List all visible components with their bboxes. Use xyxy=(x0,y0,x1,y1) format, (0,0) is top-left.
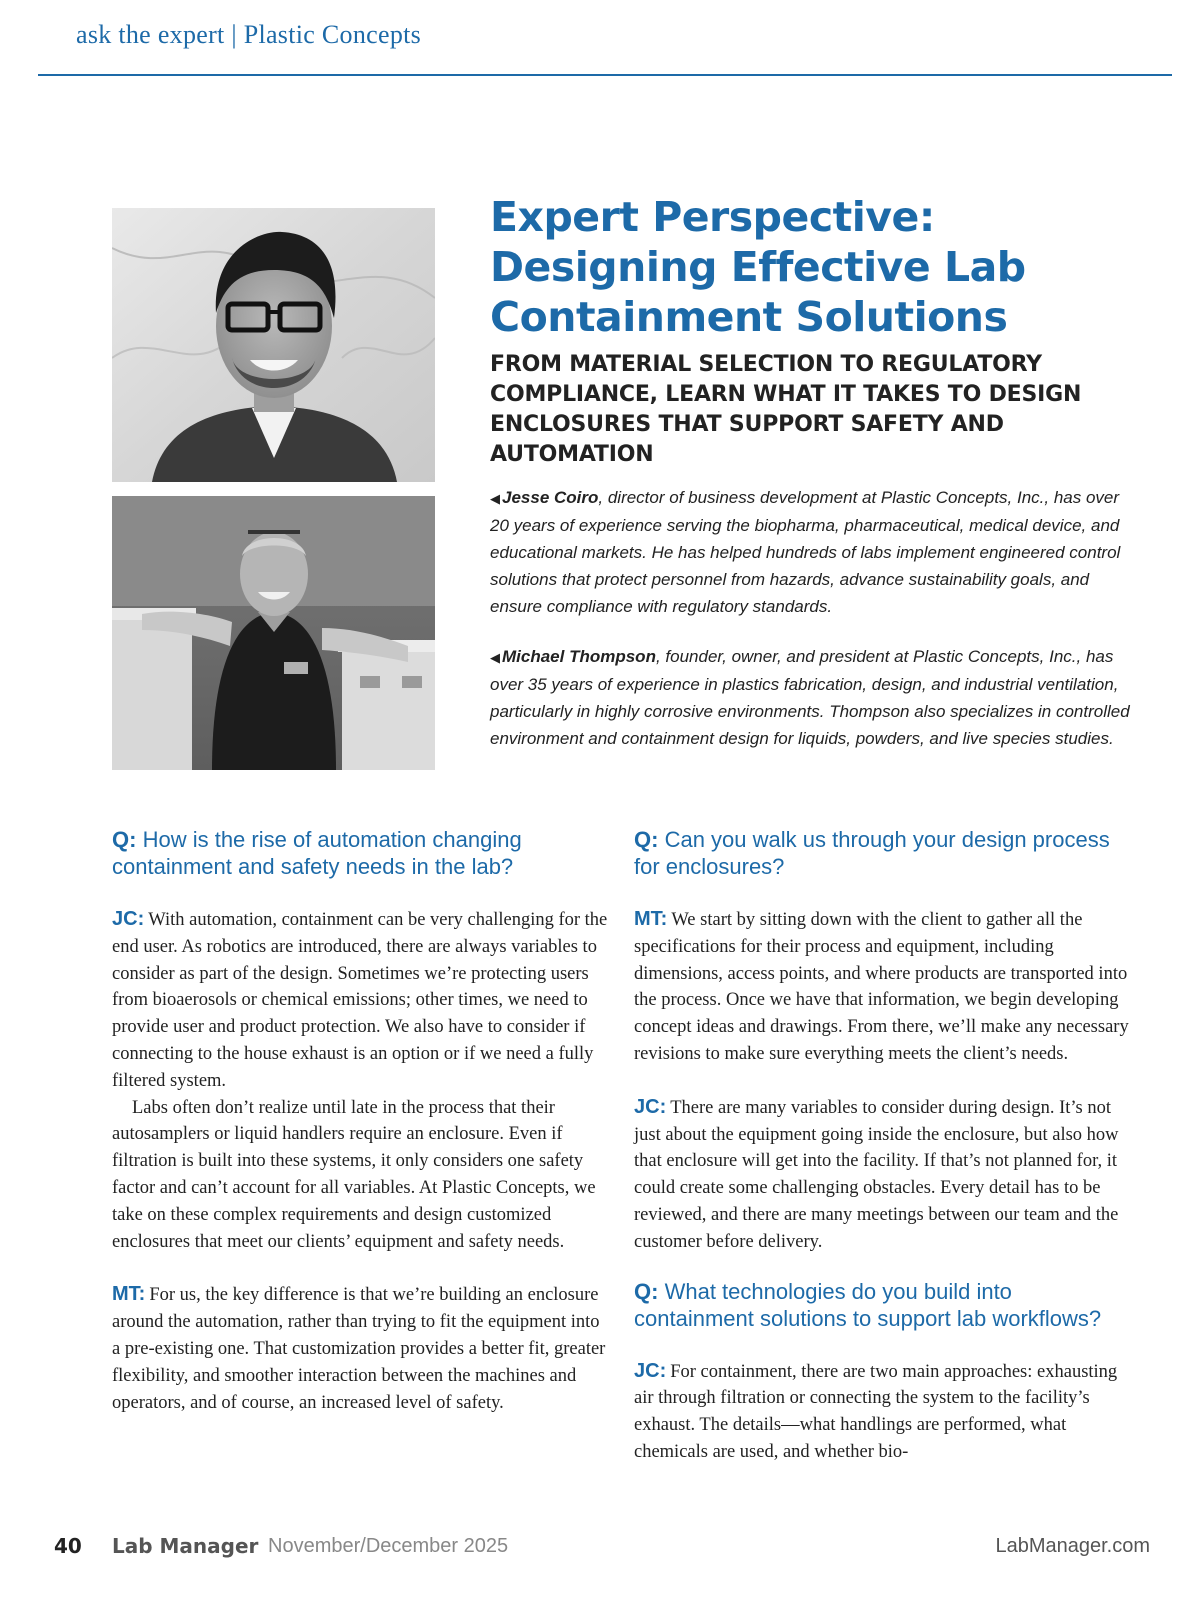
bio-text: , founder, owner, and president at Plastic Concepts, Inc., has over 35 years of experience in plastics fabrication, design, and industrial ventilation, particularly in highly corrosive environments. Thompson also specializes in controlled environment and containment design for liquids, powders, and live species studies. xyxy=(490,647,1130,748)
question-design-process xyxy=(634,826,1134,880)
question-label: Q: xyxy=(634,827,659,852)
answer-paragraph: There are many variables to consider during design. It’s not just about the equipment going inside the enclosure, but also how that enclosure will get into the facility. If that’s not planned for, it could create some challenging obstacles. Every detail has to be reviewed, and there are many meetings between our team and the customer before delivery. xyxy=(634,1097,1119,1252)
bio-marker-icon: ◀ xyxy=(490,650,500,665)
speaker-label: JC: xyxy=(634,1359,667,1382)
answer-jc-technologies xyxy=(634,1358,1134,1466)
answer-jc-design xyxy=(634,1094,1134,1256)
portrait-photo-jesse-coiro xyxy=(112,208,435,482)
section-header: ask the expert | Plastic Concepts xyxy=(76,20,422,49)
answer-paragraph: We start by sitting down with the client to gather all the specifications for their process and equipment, including dimensions, access points, and where products are transported into the process. Once we have that information, we begin developing concept ideas and drawings. From there, we’ll make any necessary revisions to make sure everything meets the client’s needs. xyxy=(634,910,1129,1064)
question-text: What technologies do you build into containment solutions to support lab workflows? xyxy=(634,1278,1102,1331)
speaker-label: JC: xyxy=(112,908,145,930)
article-title: Expert Perspective: Designing Effective Lab Containment Solutions xyxy=(490,193,1026,341)
answer-jc-automation xyxy=(112,906,612,1255)
magazine-name: Lab Manager xyxy=(112,1534,259,1558)
author-bio-jesse-coiro xyxy=(490,484,1140,620)
bio-name: Michael Thompson xyxy=(502,647,656,666)
page-footer xyxy=(0,1534,1200,1574)
portrait-photo-michael-thompson xyxy=(112,496,435,770)
website-link[interactable]: LabManager.com xyxy=(995,1535,1150,1557)
speaker-label: JC: xyxy=(634,1095,667,1118)
bio-marker-icon: ◀ xyxy=(490,491,500,506)
answer-paragraph: Labs often don’t realize until late in the process that their autosamplers or liquid handlers require an enclosure. Even if filtration is built into these systems, it only considers one safety factor and can’t account for all variables. At Plastic Concepts, we take on these complex requirements and design customized enclosures that meet our clients’ equipment and safety needs. xyxy=(112,1097,596,1252)
question-text: Can you walk us through your design process for enclosures? xyxy=(634,827,1110,879)
answer-paragraph: For us, the key difference is that we’re building an enclosure around the automation, rather than trying to fit the equipment into a pre-existing one. That customization provides a better fit, greater flexibility, and smoother interaction between the machines and operators, and of course, an increased level of safety. xyxy=(112,1285,606,1413)
question-technologies xyxy=(634,1278,1134,1332)
speaker-label: MT: xyxy=(634,908,668,930)
question-label: Q: xyxy=(634,1278,659,1304)
answer-paragraph: For containment, there are two main approaches: exhausting air through filtration or connecting the system to the facility’s exhaust. The details—what handlings are performed, what chemicals are used, and whether bio- xyxy=(634,1361,1118,1462)
bio-text: , director of business development at Plastic Concepts, Inc., has over 20 years of experience serving the biopharma, pharmaceutical, medical device, and educational markets. He has helped hundreds of labs implement engineered control solutions that protect personnel from hazards, advance sustainability goals, and ensure compliance with regulatory standards. xyxy=(490,488,1121,616)
page-number: 40 xyxy=(54,1534,82,1558)
bio-name: Jesse Coiro xyxy=(502,488,599,507)
answer-paragraph: With automation, containment can be very challenging for the end user. As robotics are introduced, there are always variables to consider as part of the design. Sometimes we’re protecting users from bioaerosols or chemical emissions; other times, we need to provide user and product protection. We also have to consider if connecting to the house exhaust is an option or if we need a fully filtered system. xyxy=(112,910,608,1091)
speaker-label: MT: xyxy=(112,1283,146,1306)
article-subtitle: FROM MATERIAL SELECTION TO REGULATORY COMPLIANCE, LEARN WHAT IT TAKES TO DESIGN ENCLOSURES THAT SUPPORT SAFETY AND AUTOMATION xyxy=(490,352,1082,467)
question-text: How is the rise of automation changing containment and safety needs in the lab? xyxy=(112,827,522,879)
question-label: Q: xyxy=(112,827,137,852)
issue-date: November/December 2025 xyxy=(268,1535,509,1557)
answer-mt-automation xyxy=(112,1281,612,1416)
left-column xyxy=(112,826,612,1442)
header-divider xyxy=(38,74,1172,76)
right-column xyxy=(634,826,1134,1492)
answer-mt-design xyxy=(634,906,1134,1068)
question-automation xyxy=(112,826,612,880)
author-bio-michael-thompson xyxy=(490,643,1140,752)
